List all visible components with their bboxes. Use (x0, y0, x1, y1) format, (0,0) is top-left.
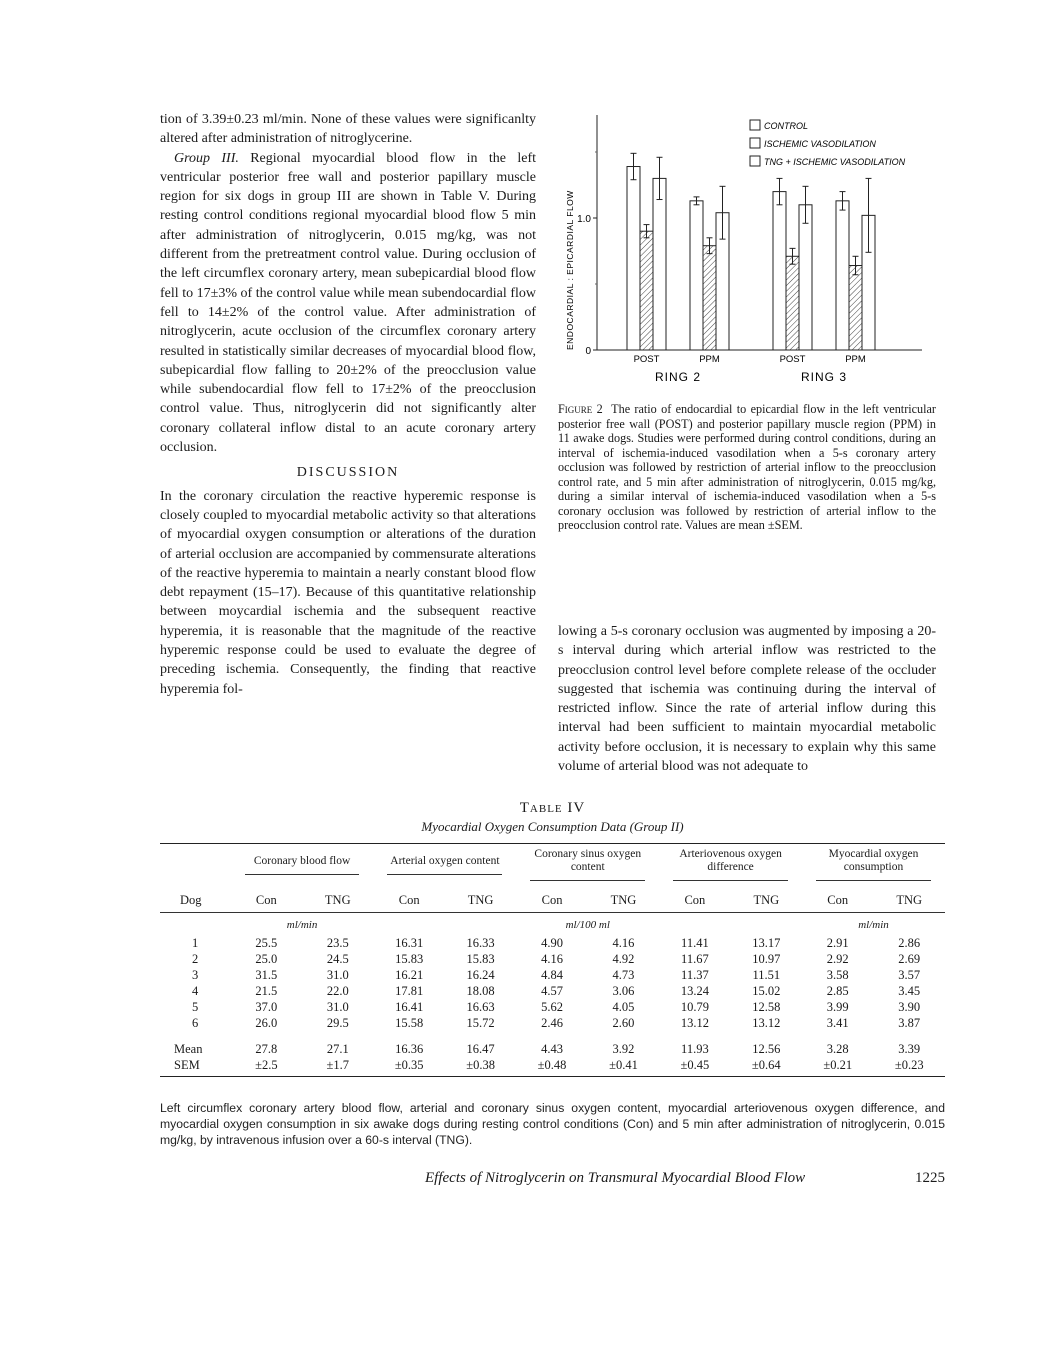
table-cell: 4.05 (612, 1000, 635, 1014)
legend-label: TNG + ISCHEMIC VASODILATION (764, 157, 906, 167)
table-cell: ±0.41 (588, 1057, 659, 1077)
x-tick-label: PPM (699, 354, 720, 365)
table-cell: 4.16 (612, 936, 635, 950)
table-cell: 27.8 (255, 1042, 278, 1056)
table-cell: 3.87 (898, 1016, 921, 1030)
table-cell: 13.12 (680, 1016, 709, 1030)
y-axis-label: ENDOCARDIAL : EPICARDIAL FLOW (565, 190, 575, 350)
group-header: Arteriovenous oxygen difference (659, 844, 802, 888)
table-cell: 2.92 (826, 952, 849, 966)
right-column (558, 622, 936, 776)
page-footer (425, 1170, 945, 1187)
table-cell: 2.60 (612, 1016, 635, 1030)
table-cell: 16.47 (466, 1042, 495, 1056)
tng-bar (653, 178, 666, 350)
table-cell: 16.33 (466, 936, 495, 950)
row-label: 4 (192, 984, 199, 998)
table-cell: ±0.45 (659, 1057, 730, 1077)
group-header: Arterial oxygen content (373, 844, 516, 888)
table-cell: 16.41 (395, 1000, 424, 1014)
ischemic-bar (849, 266, 862, 350)
table-cell: ±0.48 (516, 1057, 587, 1077)
table-cell: ±2.5 (231, 1057, 302, 1077)
unit-label: ml/100 ml (565, 919, 610, 931)
x-tick-label: POST (779, 354, 806, 365)
table-cell: 16.36 (395, 1042, 424, 1056)
control-bar (627, 167, 640, 350)
table-cell: 27.1 (326, 1042, 349, 1056)
table-row (160, 935, 945, 951)
paragraph: tion of 3.39±0.23 ml/min. None of these values were significanlty altered after administration of nitroglycerine. (160, 112, 536, 147)
table-cell: 3.58 (826, 968, 849, 982)
table-cell: 13.17 (752, 936, 781, 950)
row-label: 2 (192, 952, 199, 966)
figure-caption (558, 402, 936, 533)
row-label: 6 (192, 1016, 199, 1030)
table-cell: 29.5 (326, 1016, 349, 1030)
group-label: RING 3 (800, 370, 848, 384)
page-number: 1225 (915, 1170, 945, 1186)
table-cell: 3.57 (898, 968, 921, 982)
table-cell: 3.41 (826, 1016, 849, 1030)
table-row (160, 1015, 945, 1031)
row-label: 1 (192, 936, 199, 950)
subcolumn-header: Con (373, 887, 444, 913)
subcolumn-header: TNG (302, 887, 373, 913)
subcolumn-header: Con (802, 887, 873, 913)
table-row (160, 1031, 945, 1057)
x-tick-label: POST (633, 354, 660, 365)
table-row (160, 999, 945, 1015)
group-header: Coronary blood flow (231, 844, 374, 888)
table-cell: 3.45 (898, 984, 921, 998)
table-cell: 23.5 (326, 936, 349, 950)
table-cell: 2.85 (826, 984, 849, 998)
table-cell: 2.86 (898, 936, 921, 950)
table-cell: 26.0 (255, 1016, 278, 1030)
table-subtitle: Myocardial Oxygen Consumption Data (Group II) (421, 819, 684, 834)
legend-swatch (750, 120, 760, 130)
table-cell: ±0.21 (802, 1057, 873, 1077)
figure-2-chart (560, 110, 940, 400)
paragraph-group-iii (160, 149, 536, 458)
table-cell: 31.5 (255, 968, 278, 982)
table-cell: 12.58 (752, 1000, 781, 1014)
table-row (160, 967, 945, 983)
table-cell: 4.73 (612, 968, 635, 982)
row-label: 5 (192, 1000, 199, 1014)
table-cell: 31.0 (326, 1000, 349, 1014)
table-footnote: Left circumflex coronary artery blood flow, arterial and coronary sinus oxygen content, myocardial arteriovenous oxygen difference, and myocardial oxygen consumption in six awake dogs during resting control conditions (Con) and 5 min after administration of nitroglycerin, 0.015 mg/kg, by intravenous infusion over a 60-s interval (TNG). (160, 1101, 945, 1147)
paragraph: In the coronary circulation the reactive hyperemic response is closely coupled to myocardial metabolic activity so that alterations of myocardial oxygen consumption or alterations of the duration of arterial occlusion are accompanied by commensurate alterations of the reactive hyperemia to maintain a nearly constant blood flow debt repayment (15–17). Because of this quantitative relationship between moycardial ischemia and the subsequent reactive hyperemia, it is reasonable that the magnitude of the reactive hyperemic response could be used to evaluate the degree of preceding ischemia. Consequently, the finding that reactive hyperemia fol- (160, 488, 536, 697)
table-cell: 15.83 (395, 952, 424, 966)
unit-label: ml/min (858, 919, 889, 931)
y-tick-label: 1.0 (577, 214, 591, 225)
subcolumn-header: TNG (588, 887, 659, 913)
table-cell: 12.56 (752, 1042, 781, 1056)
table-cell: 13.12 (752, 1016, 781, 1030)
ischemic-bar (640, 231, 653, 350)
table-cell: ±1.7 (302, 1057, 373, 1077)
data-table (160, 843, 945, 1077)
table-cell: 11.37 (681, 968, 709, 982)
unit-label: ml/min (286, 919, 318, 931)
table-cell: ±0.38 (445, 1057, 516, 1077)
table-cell: 13.24 (680, 984, 709, 998)
table-cell: 15.02 (752, 984, 781, 998)
table-cell: 22.0 (326, 984, 349, 998)
table-cell: 11.51 (752, 968, 781, 982)
subcolumn-header: TNG (445, 887, 516, 913)
group-label: Group III. (174, 150, 239, 166)
table-cell: 37.0 (255, 1000, 278, 1014)
table-cell: 15.83 (466, 952, 495, 966)
legend-label: CONTROL (764, 121, 809, 131)
subcolumn-header: Con (659, 887, 730, 913)
legend-swatch (750, 156, 760, 166)
table-cell: 11.41 (681, 936, 709, 950)
control-bar (836, 201, 849, 350)
table-cell: ±0.35 (373, 1057, 444, 1077)
table-cell: 3.99 (826, 1000, 849, 1014)
table-cell: 4.43 (541, 1042, 563, 1056)
paragraph: lowing a 5-s coronary occlusion was augmented by imposing a 20-s interval during which arterial inflow was restricted to the preocclusion control level before complete release of the occluder suggested that ischemia was continuing during the interval of restricted inflow. Since the rate of arterial inflow during this interval had been sufficient to maintain myocardial metabolic activity before occlusion, it is necessary to explain why this same volume of arterial blood was not adequate to (558, 624, 936, 775)
tng-bar (799, 205, 812, 350)
control-bar (773, 192, 786, 350)
table-cell: ±0.23 (873, 1057, 945, 1077)
table-cell: 11.93 (681, 1042, 709, 1056)
group-header: Coronary sinus oxygen content (516, 844, 659, 888)
table-cell: 2.91 (826, 936, 849, 950)
legend-swatch (750, 138, 760, 148)
subcolumn-header: Con (231, 887, 302, 913)
table-cell: 24.5 (326, 952, 349, 966)
table-cell: 3.92 (612, 1042, 635, 1056)
table-cell: ±0.64 (731, 1057, 802, 1077)
row-header: Dog (160, 887, 231, 913)
caption-text: The ratio of endocardial to epicardial flow in the left ventricular posterior free wall (POST) and posterior papillary muscle region (PPM) in 11 awake dogs. Studies were performed during control conditions, during an interval of ischemia-induced vasodilation when a 5-s coronary artery occlusion was followed by restriction of arterial inflow to the preocclusion control rate, and 5 min after administration of nitroglycerin, 0.015 mg/kg, during a similar interval of ischemia-induced vasodilation when a 5-s coronary occlusion was followed by restriction of arterial inflow to the preocclusion control rate. Values are mean ±SEM. (558, 402, 936, 532)
table-iv (160, 800, 945, 1077)
control-bar (690, 201, 703, 350)
ischemic-bar (786, 256, 799, 350)
table-cell: 3.06 (612, 984, 635, 998)
table-cell: 16.63 (466, 1000, 495, 1014)
group-label: RING 2 (654, 370, 702, 384)
table-cell: 25.0 (255, 952, 278, 966)
running-title: Effects of Nitroglycerin on Transmural Myocardial Blood Flow (425, 1170, 806, 1186)
x-tick-label: PPM (845, 354, 866, 365)
subcolumn-header: TNG (731, 887, 802, 913)
table-cell: 18.08 (466, 984, 495, 998)
table-title: Table IV (519, 800, 586, 816)
table-cell: 3.90 (898, 1000, 921, 1014)
row-label: SEM (160, 1057, 231, 1077)
table-cell: 11.67 (681, 952, 709, 966)
row-label: 3 (192, 968, 199, 982)
table-cell: 16.24 (466, 968, 495, 982)
table-cell: 4.92 (612, 952, 635, 966)
table-cell: 4.57 (541, 984, 563, 998)
table-row (160, 951, 945, 967)
left-column (160, 110, 536, 699)
table-row (160, 1057, 945, 1077)
ischemic-bar (703, 246, 716, 350)
subcolumn-header: TNG (873, 887, 945, 913)
table-cell: 25.5 (255, 936, 278, 950)
table-cell: 16.31 (395, 936, 424, 950)
table-cell: 10.97 (752, 952, 781, 966)
row-label: Mean (174, 1042, 203, 1056)
table-cell: 4.16 (541, 952, 563, 966)
table-cell: 21.5 (255, 984, 278, 998)
subcolumn-header: Con (516, 887, 587, 913)
caption-label: Figure 2 (558, 402, 603, 416)
table-cell: 5.62 (541, 1000, 563, 1014)
table-cell: 16.21 (395, 968, 424, 982)
table-row (160, 983, 945, 999)
table-cell: 2.69 (898, 952, 921, 966)
table-cell: 17.81 (395, 984, 424, 998)
table-cell: 31.0 (326, 968, 349, 982)
group-header: Myocardial oxygen consumption (802, 844, 945, 888)
table-cell: 15.72 (466, 1016, 495, 1030)
table-cell: 15.58 (395, 1016, 424, 1030)
y-tick-label: 0 (585, 346, 591, 357)
table-cell: 2.46 (541, 1016, 563, 1030)
table-cell: 10.79 (680, 1000, 709, 1014)
table-cell: 4.84 (541, 968, 563, 982)
table-cell: 4.90 (541, 936, 563, 950)
section-heading: DISCUSSION (296, 465, 400, 481)
table-cell: 3.28 (826, 1042, 849, 1056)
legend-label: ISCHEMIC VASODILATION (764, 139, 876, 149)
table-cell: 3.39 (898, 1042, 921, 1056)
paragraph-text: Regional myocardial blood flow in the left ventricular posterior free wall and posterior papillary muscle region for six dogs in group III are shown in Table V. During resting control conditions regional myocardial blood flow 5 min after administration of nitroglycerin, 0.015 mg/kg, was not different from the pretreatment control value. During occlusion of the left circumflex coronary artery, mean subepicardial blood flow fell to 17±3% of the control value while mean subendocardial flow fell to 14±2% of the control value. After administration of nitroglycerin, acute occlusion of the circumflex coronary artery resulted in statistically similar decreases of myocardial blood flow, subepicardial flow falling to 20±2% of the preocclusion value while subendocardial flow fell to 17±2% of the preocclusion control value. Thus, nitroglycerin did not significantly alter coronary collateral inflow distal to an acute coronary artery occlusion. (160, 150, 536, 456)
